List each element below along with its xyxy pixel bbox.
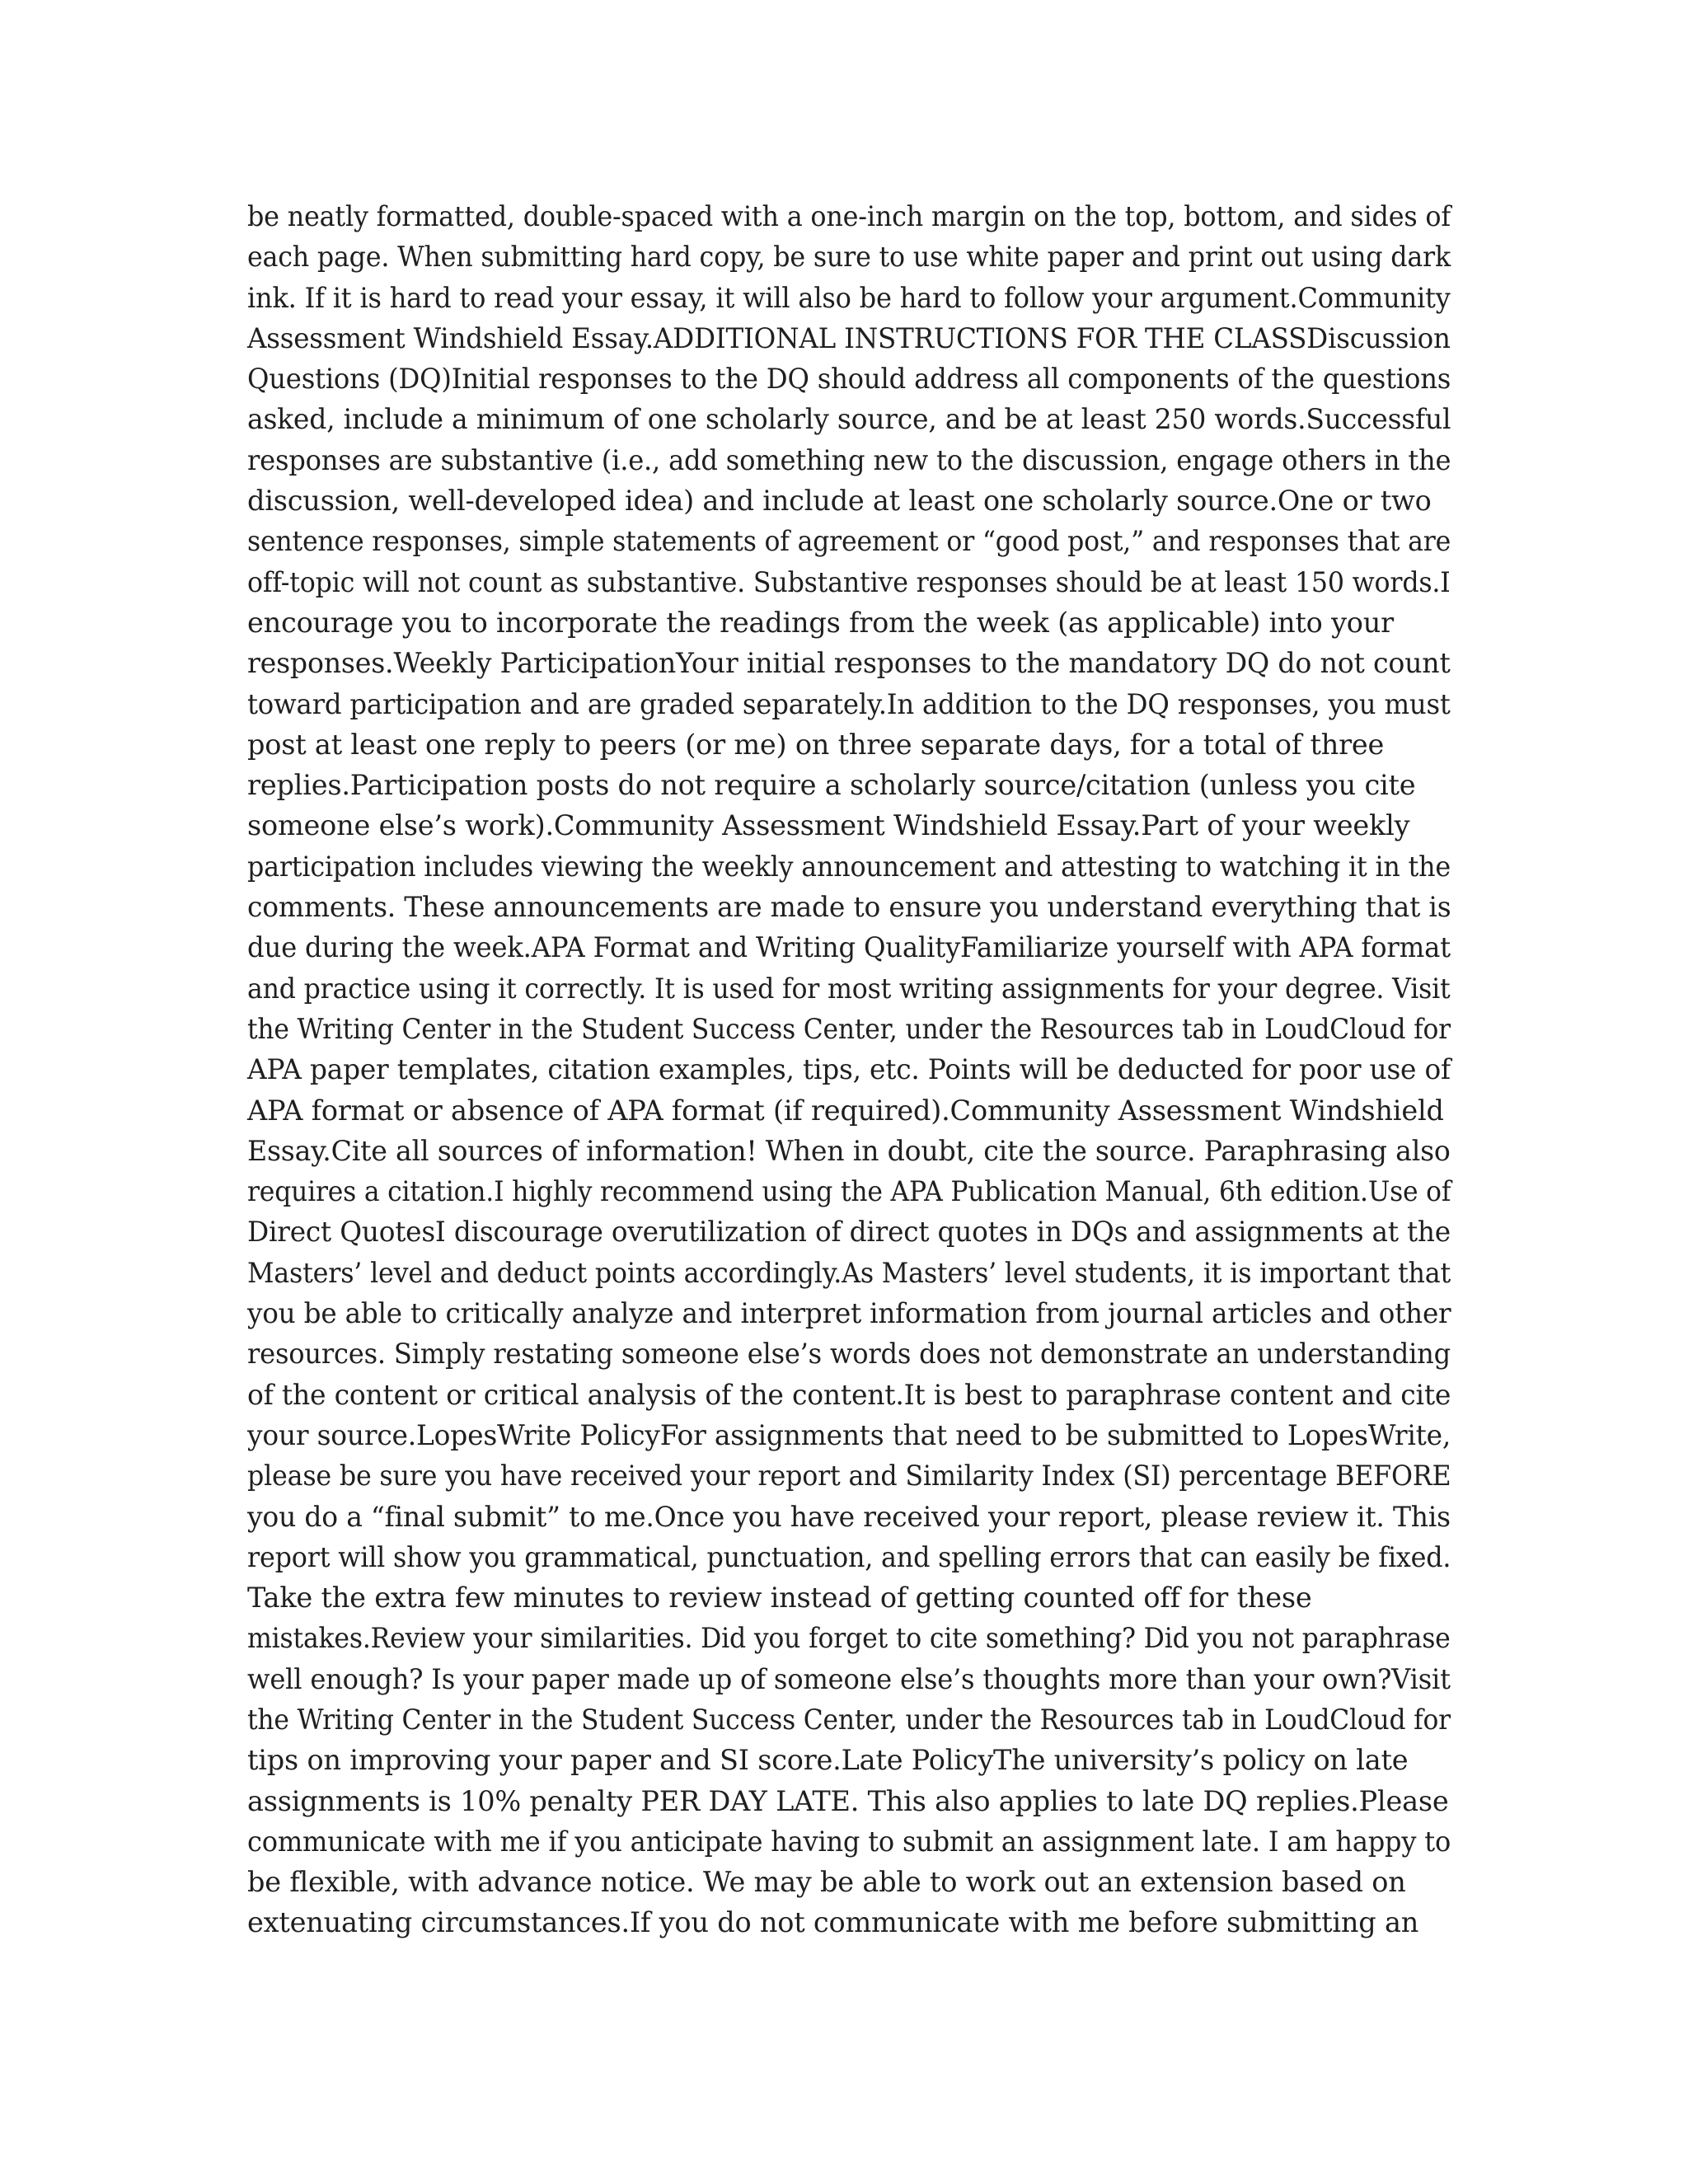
- text-line: replies.Participation posts do not require a scholarly source/citation (unless you cite: [247, 769, 1416, 802]
- text-line: asked, include a minimum of one scholarly source, and be at least 250 words.Successful: [247, 403, 1451, 436]
- text-line: mistakes.Review your similarities. Did you forget to cite something? Did you not paraphrase: [247, 1622, 1451, 1655]
- text-line: communicate with me if you anticipate having to submit an assignment late. I am happy to: [247, 1825, 1451, 1858]
- text-line: discussion, well-developed idea) and include at least one scholarly source.One or two: [247, 485, 1432, 518]
- text-line: Assessment Windshield Essay.ADDITIONAL INSTRUCTIONS FOR THE CLASSDiscussion: [247, 321, 1451, 354]
- text-line: be neatly formatted, double-spaced with a one-inch margin on the top, bottom, and sides of: [247, 200, 1451, 232]
- text-line: the Writing Center in the Student Success Center, under the Resources tab in LoudCloud for: [247, 1012, 1451, 1045]
- text-line: encourage you to incorporate the readings from the week (as applicable) into your: [247, 606, 1394, 639]
- text-line: resources. Simply restating someone else’s words does not demonstrate an understanding: [247, 1338, 1451, 1371]
- text-line: Take the extra few minutes to review instead of getting counted off for these: [247, 1582, 1312, 1615]
- text-line: responses are substantive (i.e., add something new to the discussion, engage others in the: [247, 443, 1451, 476]
- text-line: be flexible, with advance notice. We may be able to work out an extension based on: [247, 1866, 1406, 1899]
- text-line: APA paper templates, citation examples, tips, etc. Points will be deducted for poor use of: [247, 1053, 1451, 1086]
- text-line: Direct QuotesI discourage overutilization of direct quotes in DQs and assignments at the: [247, 1216, 1451, 1249]
- text-line: the Writing Center in the Student Success Center, under the Resources tab in LoudCloud for: [247, 1703, 1451, 1736]
- text-line: report will show you grammatical, punctuation, and spelling errors that can easily be fixed.: [247, 1540, 1451, 1573]
- text-line: Masters’ level and deduct points accordingly.As Masters’ level students, it is important that: [247, 1256, 1451, 1289]
- text-line: and practice using it correctly. It is used for most writing assignments for your degree. Visit: [247, 972, 1451, 1005]
- text-line: requires a citation.I highly recommend using the APA Publication Manual, 6th edition.Use of: [247, 1175, 1451, 1208]
- text-line: someone else’s work).Community Assessment Windshield Essay.Part of your weekly: [247, 809, 1410, 842]
- text-line: you do a “final submit” to me.Once you have received your report, please review it. This: [247, 1500, 1451, 1533]
- text-line: responses.Weekly ParticipationYour initial responses to the mandatory DQ do not count: [247, 647, 1451, 680]
- text-line: you be able to critically analyze and interpret information from journal articles and other: [247, 1297, 1451, 1330]
- text-line: post at least one reply to peers (or me) on three separate days, for a total of three: [247, 728, 1385, 761]
- body-text: [247, 196, 1451, 1943]
- text-line: Essay.Cite all sources of information! When in doubt, cite the source. Paraphrasing also: [247, 1134, 1451, 1167]
- text-line: comments. These announcements are made to ensure you understand everything that is: [247, 891, 1451, 924]
- text-line: sentence responses, simple statements of agreement or “good post,” and responses that are: [247, 525, 1451, 558]
- text-line: toward participation and are graded separately.In addition to the DQ responses, you must: [247, 687, 1451, 720]
- text-line: of the content or critical analysis of the content.It is best to paraphrase content and cite: [247, 1378, 1451, 1411]
- text-line: APA format or absence of APA format (if required).Community Assessment Windshield: [247, 1094, 1444, 1127]
- text-line: due during the week.APA Format and Writing QualityFamiliarize yourself with APA format: [247, 931, 1451, 964]
- text-line: well enough? Is your paper made up of someone else’s thoughts more than your own?Visit: [247, 1662, 1451, 1695]
- text-line: ink. If it is hard to read your essay, it will also be hard to follow your argument.Community: [247, 281, 1451, 314]
- text-line: please be sure you have received your report and Similarity Index (SI) percentage BEFORE: [247, 1460, 1451, 1493]
- text-line: off-topic will not count as substantive. Substantive responses should be at least 150 words.I: [247, 565, 1451, 598]
- text-line: tips on improving your paper and SI score.Late PolicyThe university’s policy on late: [247, 1744, 1409, 1777]
- text-line: your source.LopesWrite PolicyFor assignments that need to be submitted to LopesWrite,: [247, 1418, 1451, 1451]
- text-line: Questions (DQ)Initial responses to the DQ should address all components of the questions: [247, 363, 1451, 396]
- text-line: extenuating circumstances.If you do not communicate with me before submitting an: [247, 1906, 1419, 1939]
- text-line: each page. When submitting hard copy, be sure to use white paper and print out using dark: [247, 241, 1451, 274]
- text-line: participation includes viewing the weekly announcement and attesting to watching it in the: [247, 850, 1451, 883]
- text-line: assignments is 10% penalty PER DAY LATE. This also applies to late DQ replies.Please: [247, 1784, 1449, 1817]
